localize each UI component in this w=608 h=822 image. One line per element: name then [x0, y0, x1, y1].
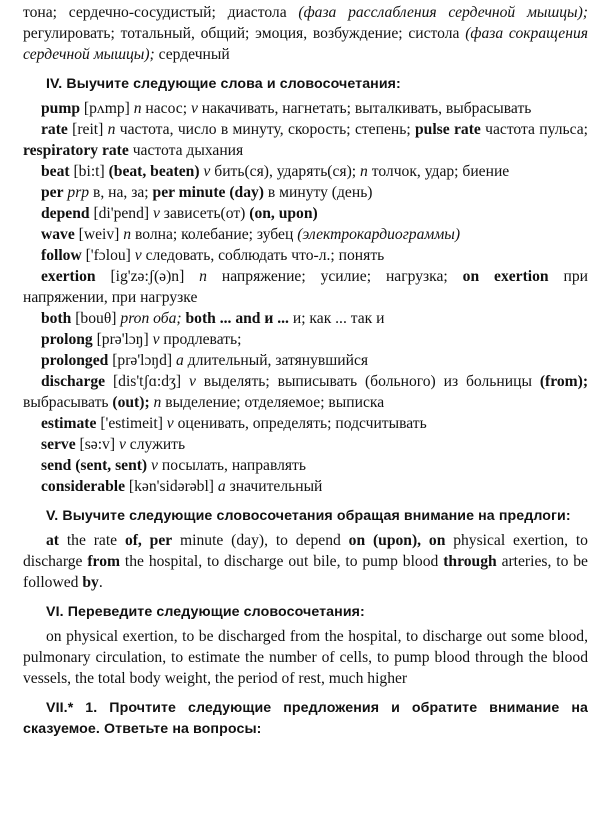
vocab-entry-depend: depend [di'pend] v зависеть(от) (on, upon) — [41, 205, 318, 222]
section-7-heading: VII.* 1. Прочтите следующие предложения и обратите внимание на сказуемое. Ответьте на вопросы: — [23, 700, 588, 737]
vocab-entry-considerable: considerable [kən'sidərəbl] a значительный — [41, 478, 323, 495]
vocab-entry-exertion: exertion [ig'zə:ʃ(ə)n] n напряжение; усилие; нагрузка; on exertion при напряжении, при нагрузке — [23, 268, 588, 306]
section-6-text: on physical exertion, to be discharged from the hospital, to discharge out some blood, pulmonary circulation, to estimate the number of cells, to pump blood through the blood vessels, the total body weight, the period of rest, much higher — [23, 628, 588, 687]
intro-italic: (фаза расслабления сердечной мышцы); — [298, 4, 588, 21]
intro-italic: (фаза сокращения сердечной мышцы); — [23, 25, 589, 63]
vocab-entry-both: both [bouθ] pron оба; both ... and и ... и; как ... так и — [41, 310, 385, 327]
vocab-entry-wave: wave [weiv] n волна; колебание; зубец (электрокардиограммы) — [41, 226, 461, 243]
intro-text: регулировать; тотальный, общий; эмоция, возбуждение; систола — [23, 25, 466, 42]
vocab-entry-serve: serve [sə:v] v служить — [41, 436, 186, 453]
vocab-entry-estimate: estimate ['estimeit] v оценивать, определять; подсчитывать — [41, 415, 427, 432]
vocab-entry-per: per prp в, на, за; per minute (day) в минуту (день) — [41, 184, 373, 201]
section-4-heading: IV. Выучите следующие слова и словосочетания: — [46, 76, 401, 92]
vocab-entry-follow: follow ['fɔlou] v следовать, соблюдать что-л.; понять — [41, 247, 385, 264]
vocab-entry-prolonged: prolonged [prə'lɔŋd] a длительный, затянувшийся — [41, 352, 369, 369]
intro-paragraph — [23, 2, 588, 65]
vocab-entry-send: send (sent, sent) v посылать, направлять — [41, 457, 306, 474]
intro-text: тона; сердечно-сосудистый; диастола — [23, 4, 299, 21]
section-5-heading: V. Выучите следующие словосочетания обращая внимание на предлоги: — [46, 508, 571, 524]
section-6-heading: VI. Переведите следующие словосочетания: — [46, 604, 365, 620]
vocab-entry-rate: rate [reit] n частота, число в минуту, скорость; степень; pulse rate частота пульса; respiratory rate частота дыхания — [23, 121, 588, 159]
vocab-entry-beat: beat [bi:t] (beat, beaten) v бить(ся), ударять(ся); n толчок, удар; биение — [41, 163, 510, 180]
vocab-entry-prolong: prolong [prə'lɔŋ] v продлевать; — [41, 331, 242, 348]
section-5-text: at the rate of, per minute (day), to depend on (upon), on physical exertion, to discharge from the hospital, to discharge out bile, to pump blood through arteries, to be followed by. — [23, 532, 588, 591]
intro-text: сердечный — [154, 46, 230, 63]
vocab-entry-discharge: discharge [dis'tʃɑ:dʒ] v выделять; выписывать (больного) из больницы (from); выбрасывать (out); n выделение; отделяемое; выписка — [23, 373, 589, 411]
vocab-entry-pump: pump [pʌmp] n насос; v накачивать, нагнетать; выталкивать, выбрасывать — [41, 100, 532, 117]
